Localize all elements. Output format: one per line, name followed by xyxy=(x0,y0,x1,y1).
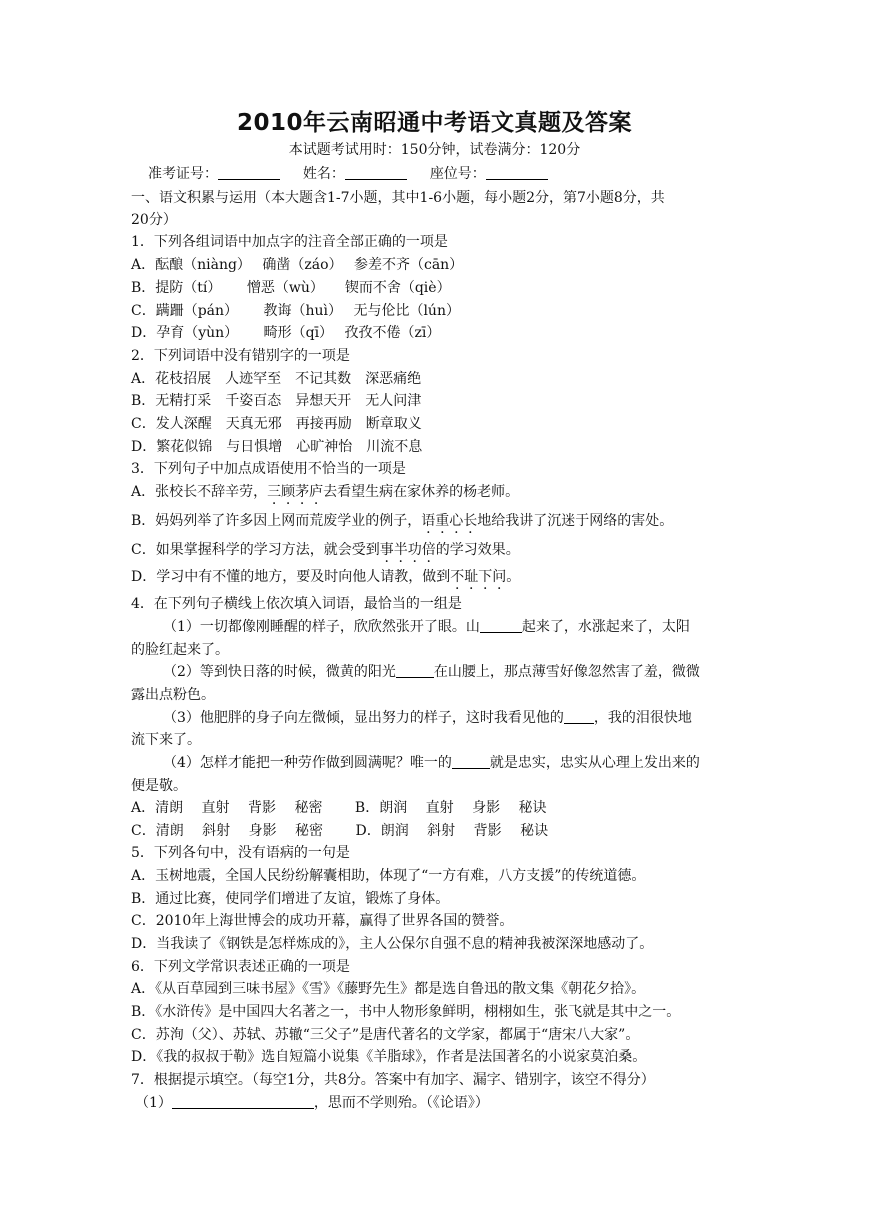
seat-blank xyxy=(486,165,548,180)
q2-option-b: B．无精打采 千姿百态 异想天开 无人问津 xyxy=(131,393,422,409)
q3-b-text: B．妈妈列举了许多因上网而荒废学业的例子， xyxy=(131,513,422,529)
q4-sentence-3 xyxy=(163,707,692,727)
q3-d-text: D．学习中有不懂的地方，要及时向他人请教，做到 xyxy=(131,569,451,585)
q4-s2-blank xyxy=(396,663,434,678)
q6-stem: 6．下列文学常识表述正确的一项是 xyxy=(131,959,350,975)
q4-s1-text: （1）一切都像刚睡醒的样子，欣欣然张开了眼。山 xyxy=(163,619,480,635)
exam-number-label: 准考证号： xyxy=(148,166,218,182)
q4-s3-blank xyxy=(564,709,594,724)
emphasis-char: 不 xyxy=(450,569,465,585)
q4-s1-blank xyxy=(480,618,522,633)
q2-option-d: D．繁花似锦 与日惧增 心旷神怡 川流不息 xyxy=(131,439,423,455)
emphasis-char: 三 xyxy=(267,484,282,500)
q4-sentence-4 xyxy=(163,752,700,772)
exam-number-blank xyxy=(218,165,280,180)
q3-b-idiom xyxy=(421,513,477,529)
q4-s1-text-end: 起来了，水涨起来了，太阳 xyxy=(521,619,690,635)
q6-option-c: C．苏洵（父）、苏轼、苏辙“三父子”是唐代著名的文学家，都属于“唐宋八大家”。 xyxy=(131,1027,640,1043)
q7-item-1 xyxy=(135,1092,489,1112)
q4-sentence-2 xyxy=(163,661,700,681)
q4-s3-text-end: ，我的泪很快地 xyxy=(593,710,692,726)
q4-sentence-4-cont: 便是敬。 xyxy=(131,778,187,794)
q4-sentence-1 xyxy=(163,616,690,636)
q1-option-d: D．孕育（yùn） 畸形（qī） 孜孜不倦（zī） xyxy=(131,325,441,341)
q5-stem: 5．下列各句中，没有语病的一句是 xyxy=(131,845,350,861)
seat-label: 座位号： xyxy=(429,166,486,182)
q5-option-a: A．玉树地震，全国人民纷纷解囊相助，体现了“一方有难，八方支援”的传统道德。 xyxy=(131,868,646,884)
q6-option-d: D．《我的叔叔于勒》选自短篇小说集《羊脂球》，作者是法国著名的小说家莫泊桑。 xyxy=(131,1049,647,1065)
q4-options-cd: C．清朗 斜射 身影 秘密 D．朗润 斜射 背影 秘诀 xyxy=(131,823,549,839)
q5-option-d: D．当我读了《钢铁是怎样炼成的》，主人公保尔自强不息的精神我被深深地感动了。 xyxy=(131,936,654,952)
emphasis-char: 重 xyxy=(435,513,450,529)
exam-info: 本试题考试用时：150分钟，试卷满分：120分 xyxy=(288,142,581,158)
q4-s2-text-end: 在山腰上，那点薄雪好像忽然害了羞，微微 xyxy=(433,664,700,680)
q2-option-c: C．发人深醒 天真无邪 再接再励 断章取义 xyxy=(131,416,422,432)
emphasis-char: 问 xyxy=(492,569,507,585)
q1-option-c: C．蹒跚（pán） 教诲（huì） 无与伦比（lún） xyxy=(131,303,460,319)
emphasis-char: 耻 xyxy=(464,569,479,585)
q3-a-text-end: 去看望生病在家休养的杨老师。 xyxy=(323,484,520,500)
q3-c-text: C．如果掌握科学的学习方法，就会受到 xyxy=(131,542,380,558)
q5-option-c: C．2010年上海世博会的成功开幕，赢得了世界各国的赞誉。 xyxy=(131,913,514,929)
q1-stem: 1．下列各组词语中加点字的注音全部正确的一项是 xyxy=(131,234,448,250)
q3-stem: 3．下列句子中加点成语使用不恰当的一项是 xyxy=(131,461,406,477)
emphasis-char: 长 xyxy=(463,513,478,529)
emphasis-char: 事 xyxy=(379,542,394,558)
section-heading: 一、语文积累与运用（本大题含1-7小题，其中1-6小题，每小题2分，第7小题8分，共 xyxy=(131,190,665,206)
emphasis-char: 半 xyxy=(393,542,408,558)
q1-option-b: B．提防（tí） 憎恶（wù） 锲而不舍（qiè） xyxy=(131,280,451,296)
emphasis-char: 庐 xyxy=(309,484,324,500)
q3-b-text-end: 地给我讲了沉迷于网络的害处。 xyxy=(477,513,674,529)
q4-s4-text: （4）怎样才能把一种劳作做到圆满呢？唯一的 xyxy=(163,755,452,771)
q4-stem: 4．在下列句子横线上依次填入词语，最恰当的一组是 xyxy=(131,596,462,612)
q4-s3-text: （3）他肥胖的身子向左微倾，显出努力的样子，这时我看见他的 xyxy=(163,710,564,726)
emphasis-char: 语 xyxy=(421,513,436,529)
q3-option-b xyxy=(131,510,673,530)
q4-s4-text-end: 就是忠实，忠实从心理上发出来的 xyxy=(489,755,700,771)
q7-stem: 7．根据提示填空。（每空1分，共8分。答案中有加字、漏字、错别字，该空不得分） xyxy=(131,1072,655,1088)
name-label: 姓名： xyxy=(302,166,345,182)
name-blank xyxy=(345,165,407,180)
q5-option-b: B．通过比赛，使同学们增进了友谊，锻炼了身体。 xyxy=(131,891,450,907)
q4-s4-blank xyxy=(452,754,490,769)
q4-options-ab: A．清朗 直射 背影 秘密 B．朗润 直射 身影 秘诀 xyxy=(131,800,547,816)
emphasis-char: 倍 xyxy=(421,542,436,558)
q3-c-text-end: 的学习效果。 xyxy=(435,542,520,558)
q3-c-idiom xyxy=(380,542,436,558)
emphasis-char: 功 xyxy=(407,542,422,558)
q6-option-a: A．《从百草园到三味书屋》《雪》《藤野先生》都是选自鲁迅的散文集《朝花夕拾》。 xyxy=(131,981,646,997)
q7-s1-text: （1） xyxy=(135,1095,172,1111)
section-heading-cont: 20分） xyxy=(131,212,177,228)
q3-a-text: A．张校长不辞辛劳， xyxy=(131,484,268,500)
emphasis-char: 顾 xyxy=(281,484,296,500)
q7-s1-text-end: ，思而不学则殆。（《论语》） xyxy=(313,1095,489,1111)
q4-s2-text: （2）等到快日落的时候，微黄的阳光 xyxy=(163,664,396,680)
q3-d-text-end: 。 xyxy=(506,569,521,585)
page-title: 2010年云南昭通中考语文真题及答案 xyxy=(236,110,632,136)
q3-option-a xyxy=(131,481,519,501)
q7-s1-blank xyxy=(172,1094,314,1109)
q4-sentence-2-cont: 露出点粉色。 xyxy=(131,687,215,703)
q2-option-a: A．花枝招展 人迹罕至 不记其数 深恶痛绝 xyxy=(131,371,422,387)
q4-sentence-3-cont: 流下来了。 xyxy=(131,732,201,748)
emphasis-char: 茅 xyxy=(295,484,310,500)
q3-d-idiom xyxy=(450,569,506,585)
q4-sentence-1-cont: 的脸红起来了。 xyxy=(131,642,229,658)
q2-stem: 2．下列词语中没有错别字的一项是 xyxy=(131,348,350,364)
q1-option-a: A．酝酿（niàng） 确凿（záo） 参差不齐（cān） xyxy=(131,257,464,273)
candidate-fields xyxy=(148,163,548,183)
q3-option-d xyxy=(131,566,520,586)
q3-a-idiom xyxy=(267,484,323,500)
emphasis-char: 下 xyxy=(478,569,493,585)
q3-option-c xyxy=(131,539,520,559)
emphasis-char: 心 xyxy=(449,513,464,529)
q6-option-b: B．《水浒传》是中国四大名著之一，书中人物形象鲜明，栩栩如生，张飞就是其中之一。 xyxy=(131,1004,681,1020)
